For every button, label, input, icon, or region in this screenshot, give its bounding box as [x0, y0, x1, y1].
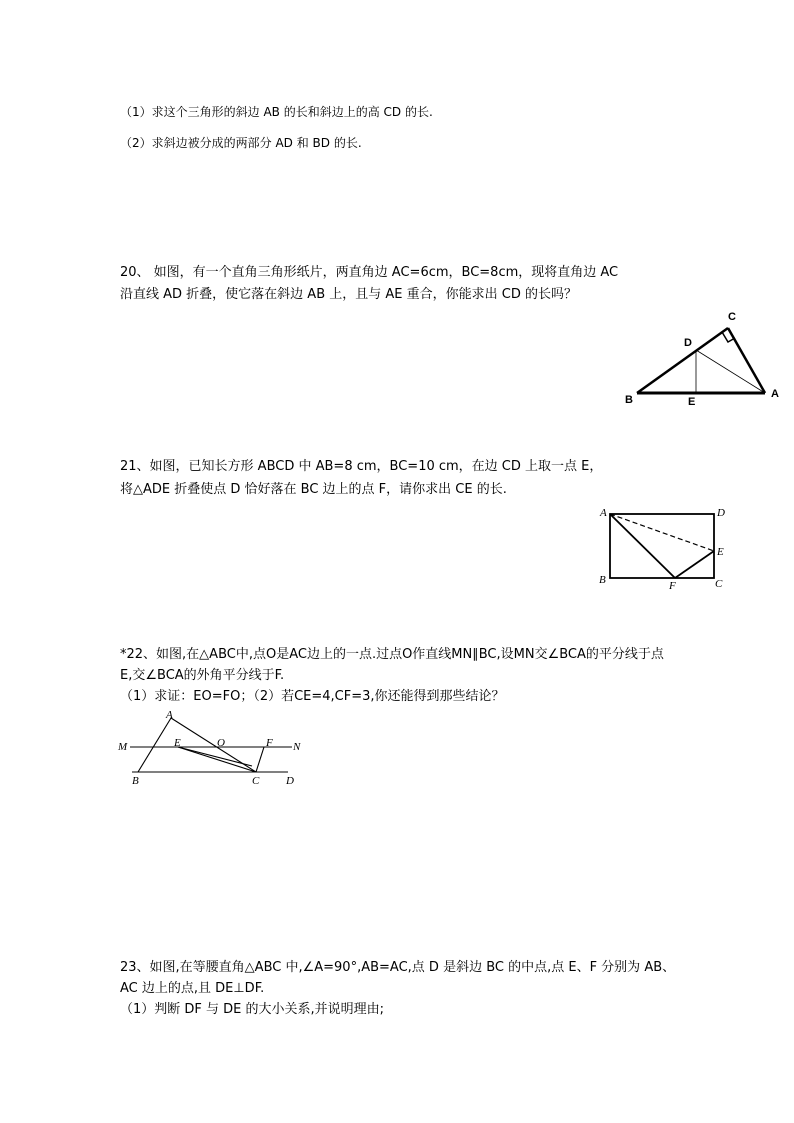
q22-label-B: B — [132, 775, 139, 787]
q21-segment-AF — [610, 514, 675, 578]
q21-label-E: E — [717, 546, 724, 558]
q20-side-BC — [637, 328, 728, 393]
q20-text-line2: 沿直线 AD 折叠，使它落在斜边 AB 上，且与 AE 重合，你能求出 CD 的长吗？ — [120, 287, 577, 302]
q22-bisector-CE — [178, 747, 256, 772]
q21-label-C: C — [715, 578, 723, 590]
q21-label-F: F — [669, 580, 676, 592]
q20-text-line1: 20、 如图，有一个直角三角形纸片，两直角边 AC=6cm，BC=8cm，现将直角边 AC — [120, 265, 619, 280]
q21-label-D: D — [717, 507, 725, 519]
q22-label-D: D — [286, 775, 294, 787]
q20-fold-AD — [696, 350, 765, 393]
q22-side-AB — [138, 718, 171, 772]
q20-label-A: A — [771, 388, 779, 400]
q19-part1: （1）求这个三角形的斜边 AB 的长和斜边上的高 CD 的长. — [120, 105, 433, 119]
q20-label-C: C — [728, 311, 736, 323]
q22-label-O: O — [217, 737, 225, 749]
q20-label-B: B — [625, 394, 633, 406]
q22-text-line2: E,交∠BCA的外角平分线于F. — [120, 668, 285, 683]
q21-label-A: A — [600, 507, 607, 519]
q23-text-line2: AC 边上的点,且 DE⊥DF. — [120, 981, 265, 996]
q22-label-A: A — [166, 709, 173, 721]
q21-label-B: B — [599, 574, 606, 586]
q21-segment-FE — [675, 551, 714, 578]
q20-figure — [620, 308, 785, 408]
q20-side-CA — [728, 328, 765, 393]
q23-text-line1: 23、如图,在等腰直角△ABC 中,∠A=90°,AB=AC,点 D 是斜边 BC 的中点,点 E、F 分别为 AB、 — [120, 960, 676, 975]
q22-label-N: N — [293, 741, 301, 753]
q21-fold-AE — [610, 514, 714, 551]
q19-part2: （2）求斜边被分成的两部分 AD 和 BD 的长. — [120, 136, 362, 150]
q22-label-C: C — [252, 775, 260, 787]
q21-rectangle-ABCD — [610, 514, 714, 578]
q22-label-F: F — [266, 737, 273, 749]
q22-text-line3: （1）求证：EO=FO；（2）若CE=4,CF=3,你还能得到那些结论？ — [120, 689, 505, 704]
q23-text-line3: （1）判断 DF 与 DE 的大小关系,并说明理由; — [120, 1002, 385, 1017]
q20-label-D: D — [684, 337, 692, 349]
q21-text-line2: 将△ADE 折叠使点 D 恰好落在 BC 边上的点 F，请你求出 CE 的长. — [120, 482, 507, 497]
q22-figure — [116, 706, 306, 790]
q21-figure — [595, 503, 735, 593]
q22-bisector-CF — [256, 747, 264, 772]
q20-label-E: E — [688, 396, 696, 408]
q22-segment-EC-outer — [178, 747, 252, 766]
q22-label-M: M — [118, 741, 128, 753]
q22-label-E: E — [174, 737, 181, 749]
q21-text-line1: 21、如图，已知长方形 ABCD 中 AB=8 cm，BC=10 cm，在边 CD 上取一点 E， — [120, 459, 603, 474]
q22-text-line1: *22、如图,在△ABC中,点O是AC边上的一点.过点O作直线MN∥BC,设MN交∠BCA的平分线于点 — [120, 647, 664, 662]
